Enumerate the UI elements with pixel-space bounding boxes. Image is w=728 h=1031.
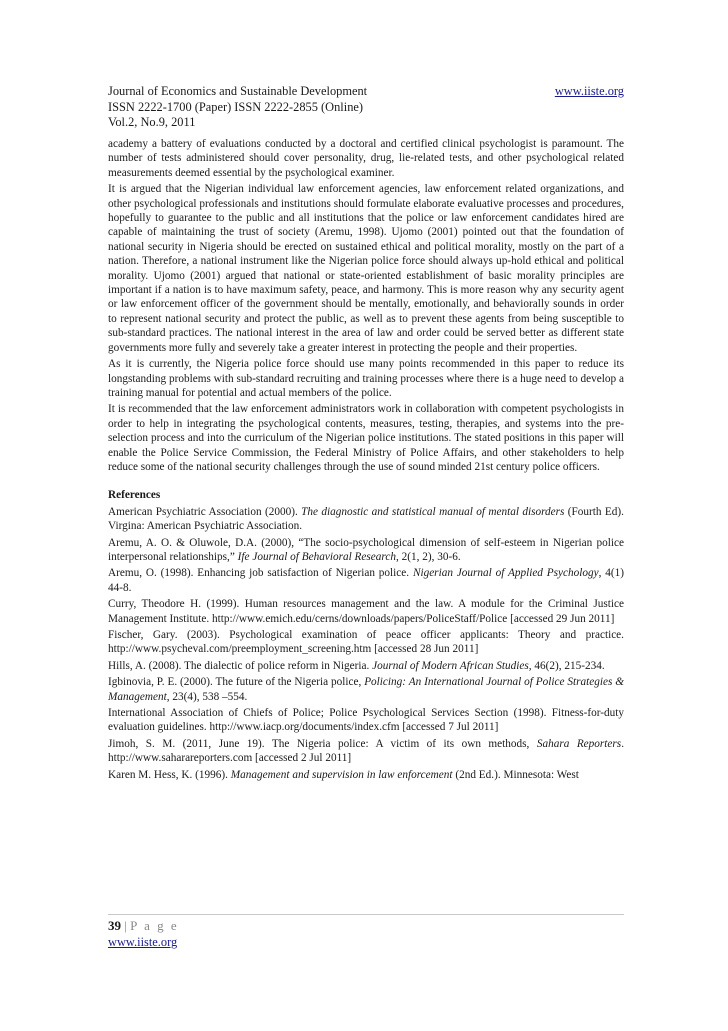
header-website-link[interactable]: www.iiste.org — [554, 84, 624, 98]
page-header — [108, 84, 624, 131]
volume-line: Vol.2, No.9, 2011 — [108, 115, 196, 129]
paragraph: As it is currently, the Nigeria police force should use many points recommended in this paper to reduce its longstanding problems with sub-standard recruiting and training processes where there is a huge need to develop a training manual for potential and actual members of the police. — [108, 358, 624, 399]
page-number: 39 — [108, 918, 121, 933]
paragraph: It is recommended that the law enforcement administrators work in collaboration with competent psychologists in order to help in integrating the psychological contents, measures, testing, therapies, and systems into the pre-selection process and into the curriculum of the Nigerian police institutions. The stated positions in this paper will enable the Police Service Commission, the Federal Ministry of Police Affairs, and other stakeholders to help reduce some of the national security challenges through the use of sound minded 21st century police officers. — [108, 403, 624, 473]
reference-item: Aremu, A. O. & Oluwole, D.A. (2000), “The socio-psychological dimension of self-esteem in Nigerian police interpersonal relationships,” Ife Journal of Behavioral Research, 2(1, 2), 30-6. — [108, 536, 624, 563]
paragraph: It is argued that the Nigerian individual law enforcement agencies, law enforcement related organizations, and other psychological professionals and institutions should formulate elaborate evaluative processes and procedures, hopefully to guarantee to the public and all institutions that the police or law enforcement candidates hired are capable of maintaining the trust of society (Aremu, 1998). Ujomo (2001) pointed out that the foundation of national security in Nigeria should be erected on sustained ethical and political morality, mostly on the part of a nation. Therefore, a national instrument like the Nigerian police force should always up-hold ethical and political morality. Ujomo (2001) argued that national or state-oriented establishment of basic morality principles are important if a nation is to have maximum safety, peace, and harmony. This is more reason why any security agent or law enforcement officer of the government should be mentally, emotionally, and behaviorally sounds in order to represent national security and protect the public, as well as to prevent these agents from being susceptible to sub-standard practices. The national interest in the area of law and order could be served better as different state governments more fully and severely take a greater interest in protecting the people and their properties. — [108, 183, 624, 354]
journal-title: Journal of Economics and Sustainable Development — [108, 84, 368, 98]
reference-item: Karen M. Hess, K. (1996). Management and supervision in law enforcement (2nd Ed.). Minnesota: West — [108, 768, 579, 781]
references-heading: References — [108, 489, 161, 502]
page-separator: | — [124, 918, 127, 933]
reference-item: Curry, Theodore H. (1999). Human resources management and the law. A module for the Criminal Justice Management Institute. http://www.emich.edu/cerns/downloads/papers/PoliceStaff/Police [accessed 29 Jun 2011] — [108, 598, 624, 625]
reference-item: Aremu, O. (1998). Enhancing job satisfaction of Nigerian police. Nigerian Journal of Applied Psychology, 4(1) 44-8. — [108, 567, 625, 594]
footer-divider — [108, 914, 624, 915]
page-body — [108, 137, 624, 784]
reference-item: Fischer, Gary. (2003). Psychological examination of peace officer applicants: Theory and practice. http://www.psycheval.com/preemployment_screening.htm [accessed 28 Jun 2011] — [108, 629, 624, 656]
issn-line: ISSN 2222-1700 (Paper) ISSN 2222-2855 (Online) — [108, 99, 364, 114]
page-number-line — [108, 918, 624, 934]
reference-item: Igbinovia, P. E. (2000). The future of the Nigeria police, Policing: An International Journal of Police Strategies & Management, 23(4), 538 –554. — [108, 676, 624, 703]
paragraph: academy a battery of evaluations conducted by a doctoral and certified clinical psychologist is paramount. The number of tests administered should cover personality, drug, lie-related tests, and other psychological related measurements deemed essential by the psychological examiner. — [108, 138, 624, 179]
reference-item: Hills, A. (2008). The dialectic of police reform in Nigeria. Journal of Modern African Studies, 46(2), 215-234. — [108, 659, 605, 672]
page-footer — [108, 914, 624, 950]
reference-item: American Psychiatric Association (2000). The diagnostic and statistical manual of mental disorders (Fourth Ed). Virgina: American Psychiatric Association. — [108, 505, 624, 533]
footer-website-link[interactable]: www.iiste.org — [108, 935, 178, 949]
reference-item: International Association of Chiefs of Police; Police Psychological Services Section (1998). Fitness-for-duty evaluation guidelines. http://www.iacp.org/documents/index.cfm [accessed 7 Jul 2011] — [108, 707, 624, 734]
reference-item: Jimoh, S. M. (2011, June 19). The Nigeria police: A victim of its own methods, Sahara Reporters. http://www.saharareporters.com [accessed 2 Jul 2011] — [108, 737, 624, 765]
page-word: P a g e — [130, 918, 179, 933]
